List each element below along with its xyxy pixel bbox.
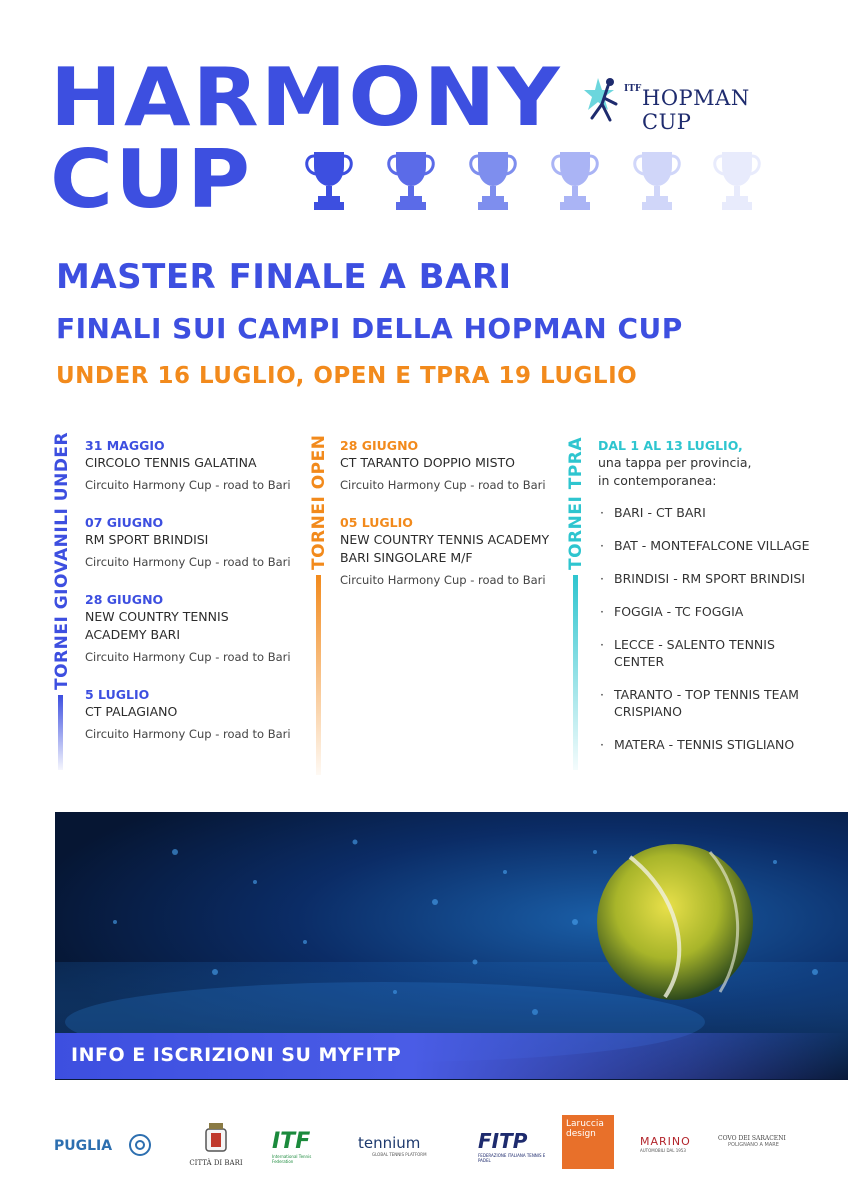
entry-date: 28 GIUGNO <box>340 438 419 453</box>
entry-date: 31 MAGGIO <box>85 438 165 453</box>
entry-subtitle: Circuito Harmony Cup - road to Bari <box>85 650 291 664</box>
entry-date: 5 LUGLIO <box>85 687 150 702</box>
entry-date: 05 LUGLIO <box>340 515 413 530</box>
entry-subtitle: Circuito Harmony Cup - road to Bari <box>340 573 546 587</box>
covo-dei-saraceni-logo <box>718 1135 786 1148</box>
itf-subtitle: International Tennis Federation <box>272 1154 312 1164</box>
open-entry <box>340 514 570 589</box>
laruccia-design-logo <box>562 1115 614 1169</box>
bullet: · <box>600 571 604 586</box>
bullet: · <box>600 604 604 619</box>
laruccia-design-text: design <box>566 1129 596 1139</box>
trophy-icon <box>300 148 358 214</box>
bullet: · <box>600 637 604 652</box>
bullet: · <box>600 687 604 702</box>
marino-text: MARINO <box>640 1135 691 1148</box>
entry-date: 07 GIUGNO <box>85 515 164 530</box>
entry-venue: NEW COUNTRY TENNIS <box>85 609 229 624</box>
item-line: TARANTO - TOP TENNIS TEAM <box>614 687 799 702</box>
tennium-text: tennium <box>358 1134 421 1152</box>
info-banner-text: INFO E ISCRIZIONI SU MYFITP <box>71 1044 402 1066</box>
open-bar <box>316 575 321 775</box>
itf-text: ITF <box>272 1129 311 1154</box>
hopman-cup-logo <box>584 74 794 134</box>
entry-venue: CIRCOLO TENNIS GALATINA <box>85 455 257 470</box>
tpra-column <box>598 437 818 769</box>
item-line: BRINDISI - RM SPORT BRINDISI <box>614 571 806 586</box>
under-entry <box>85 437 295 494</box>
title-line-1: HARMONY <box>50 51 562 145</box>
bullet: · <box>600 538 604 553</box>
info-banner <box>55 1033 848 1079</box>
master-heading: MASTER FINALE A BARI <box>56 257 512 297</box>
marino-logo <box>640 1135 691 1153</box>
list-item <box>598 504 818 521</box>
hopman-itf-text: ITF <box>624 84 642 94</box>
tpra-date: DAL 1 AL 13 LUGLIO, <box>598 438 743 453</box>
tpra-intro-line-1: una tappa per provincia, <box>598 455 752 470</box>
item-line-2: CRISPIANO <box>614 704 682 719</box>
trophy-icon <box>708 148 766 214</box>
entry-venue: NEW COUNTRY TENNIS ACADEMY <box>340 532 550 547</box>
citta-di-bari-logo <box>186 1121 246 1167</box>
item-line: BAT - MONTEFALCONE VILLAGE <box>614 538 810 553</box>
marino-subtitle: AUTOMOBILI DAL 1953 <box>640 1148 686 1153</box>
trophy-row <box>300 148 770 218</box>
trophy-icon <box>464 148 522 214</box>
hopman-name-text: HOPMAN CUP <box>642 86 750 134</box>
covo-subtitle: POLIGNANO A MARE <box>728 1142 779 1148</box>
list-item <box>598 603 818 620</box>
entry-subtitle: Circuito Harmony Cup - road to Bari <box>85 555 291 569</box>
dates-heading: UNDER 16 LUGLIO, OPEN E TPRA 19 LUGLIO <box>56 363 638 389</box>
trophy-icon <box>546 148 604 214</box>
tennium-logo <box>358 1133 427 1157</box>
covo-text: COVO DEI SARACENI <box>718 1135 786 1142</box>
under-vertical-label: TORNEI GIOVANILI UNDER <box>52 431 72 690</box>
trophy-icon <box>628 148 686 214</box>
fitp-logo <box>478 1129 548 1163</box>
entry-subtitle: Circuito Harmony Cup - road to Bari <box>85 478 291 492</box>
item-line: MATERA - TENNIS STIGLIANO <box>614 737 795 752</box>
list-item <box>598 636 818 670</box>
citta-di-bari-text: CITTÀ DI BARI <box>189 1159 243 1167</box>
entry-date: 28 GIUGNO <box>85 592 164 607</box>
under-entry <box>85 591 295 666</box>
puglia-logo <box>54 1135 112 1154</box>
open-column <box>340 437 570 609</box>
tennium-subtitle: GLOBAL TENNIS PLATFORM <box>372 1152 427 1157</box>
tpra-bar <box>573 575 578 770</box>
item-line: LECCE - SALENTO TENNIS <box>614 637 775 652</box>
title-line-2: CUP <box>50 133 252 227</box>
laruccia-text: Laruccia <box>566 1119 604 1129</box>
list-item <box>598 537 818 554</box>
tpra-venue-list <box>598 504 818 753</box>
tpra-intro-line-2: in contemporanea: <box>598 473 717 488</box>
fitp-text: FITP <box>478 1129 528 1153</box>
entry-venue: CT PALAGIANO <box>85 704 178 719</box>
list-item <box>598 570 818 587</box>
entry-venue-line-2: BARI SINGOLARE M/F <box>340 550 473 565</box>
sponsor-logos <box>0 1115 848 1175</box>
open-entry <box>340 437 570 494</box>
entry-venue-line-2: ACADEMY BARI <box>85 627 181 642</box>
puglia-text: PUGLIA <box>54 1138 113 1154</box>
list-item <box>598 686 818 720</box>
item-line: BARI - CT BARI <box>614 505 706 520</box>
puglia-emblem-icon <box>128 1133 152 1157</box>
bullet: · <box>600 505 604 520</box>
fitp-subtitle: FEDERAZIONE ITALIANA TENNIS E PADEL <box>478 1153 546 1163</box>
entry-venue: CT TARANTO DOPPIO MISTO <box>340 455 515 470</box>
open-vertical-label: TORNEI OPEN <box>309 434 329 570</box>
entry-subtitle: Circuito Harmony Cup - road to Bari <box>85 727 291 741</box>
itf-logo <box>272 1129 332 1164</box>
bari-crest-icon <box>203 1121 229 1155</box>
under-entry <box>85 686 295 743</box>
under-bar <box>58 695 63 770</box>
item-line-2: CENTER <box>614 654 665 669</box>
trophy-icon <box>382 148 440 214</box>
tpra-vertical-label: TORNEI TPRA <box>566 436 586 570</box>
finali-heading: FINALI SUI CAMPI DELLA HOPMAN CUP <box>56 312 683 345</box>
item-line: FOGGIA - TC FOGGIA <box>614 604 744 619</box>
entry-venue: RM SPORT BRINDISI <box>85 532 209 547</box>
bullet: · <box>600 737 604 752</box>
entry-subtitle: Circuito Harmony Cup - road to Bari <box>340 478 546 492</box>
under-entry <box>85 514 295 571</box>
star-player-icon <box>584 74 624 124</box>
under-column <box>85 437 295 763</box>
list-item <box>598 736 818 753</box>
